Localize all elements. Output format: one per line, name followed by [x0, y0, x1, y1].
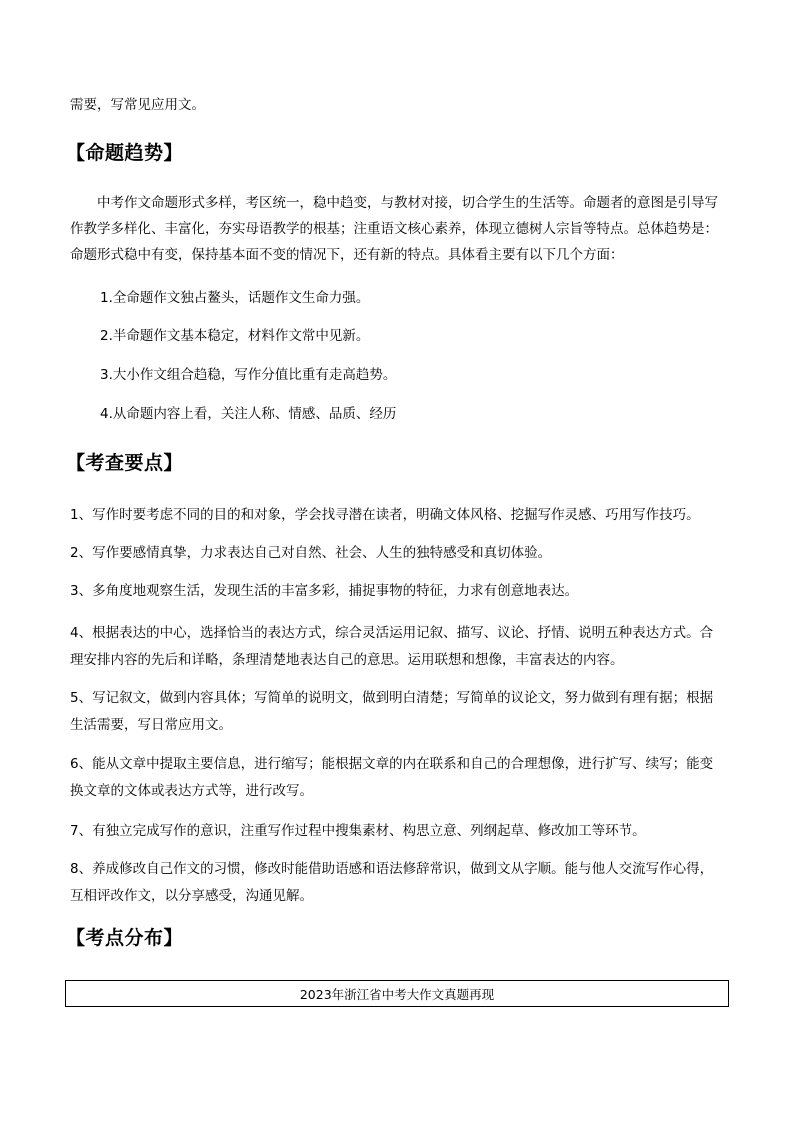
point-item-3: 3、多角度地观察生活，发现生活的丰富多彩，捕捉事物的特征，力求有创意地表达。 — [70, 583, 579, 599]
heading-trend: 【命题趋势】 — [66, 142, 184, 164]
point-item-8: 8、养成修改自己作文的习惯，修改时能借助语感和语法修辞常识，做到文从字顺。能与他人交流写作心得，互相评改作文，以分享感受，沟通见解。 — [70, 861, 714, 904]
point-item-2: 2、写作要感情真挚，力求表达自己对自然、社会、人生的独特感受和真切体验。 — [70, 545, 552, 561]
point-item-5: 5、写记叙文，做到内容具体；写简单的说明文，做到明白清楚；写简单的议论文，努力做到有理有据；根据生活需要，写日常应用文。 — [70, 690, 714, 733]
distribution-table — [65, 980, 729, 1007]
point-item-6: 6、能从文章中提取主要信息，进行缩写；能根据文章的内在联系和自己的合理想像，进行扩写、续写；能变换文章的文体或表达方式等，进行改写。 — [70, 756, 714, 799]
trend-item-3: 3.大小作文组合趋稳，写作分值比重有走高趋势。 — [100, 367, 397, 383]
point-item-1: 1、写作时要考虑不同的目的和对象，学会找寻潜在读者，明确文体风格、挖掘写作灵感、巧用写作技巧。 — [70, 507, 700, 523]
point-item-7: 7、有独立完成写作的意识，注重写作过程中搜集素材、构思立意、列纲起草、修改加工等环节。 — [70, 823, 646, 839]
point-item-4: 4、根据表达的中心，选择恰当的表达方式，综合灵活运用记叙、描写、议论、抒情、说明五种表达方式。合理安排内容的先后和详略，条理清楚地表达自己的意思。运用联想和想像，丰富表达的内容。 — [70, 625, 714, 668]
table-caption: 2023年浙江省中考大作文真题再现 — [299, 986, 495, 1002]
heading-distribution: 【考点分布】 — [66, 927, 184, 949]
trend-item-1: 1.全命题作文独占鳌头，话题作文生命力强。 — [100, 290, 370, 306]
intro-line: 需要，写常见应用文。 — [70, 97, 205, 113]
trend-item-2: 2.半命题作文基本稳定，材料作文常中见新。 — [100, 328, 370, 344]
trend-paragraph: 中考作文命题形式多样，考区统一，稳中趋变，与教材对接，切合学生的生活等。命题者的意图是引导写作教学多样化、丰富化，夯实母语教学的根基；注重语文核心素养，体现立德树人宗旨等特点。总体趋势是：命题形式稳中有变，保持基本面不变的情况下，还有新的特点。具体看主要有以下几个方面： — [70, 195, 718, 263]
heading-points: 【考查要点】 — [66, 452, 184, 474]
trend-item-4: 4.从命题内容上看，关注人称、情感、品质、经历 — [100, 406, 397, 422]
